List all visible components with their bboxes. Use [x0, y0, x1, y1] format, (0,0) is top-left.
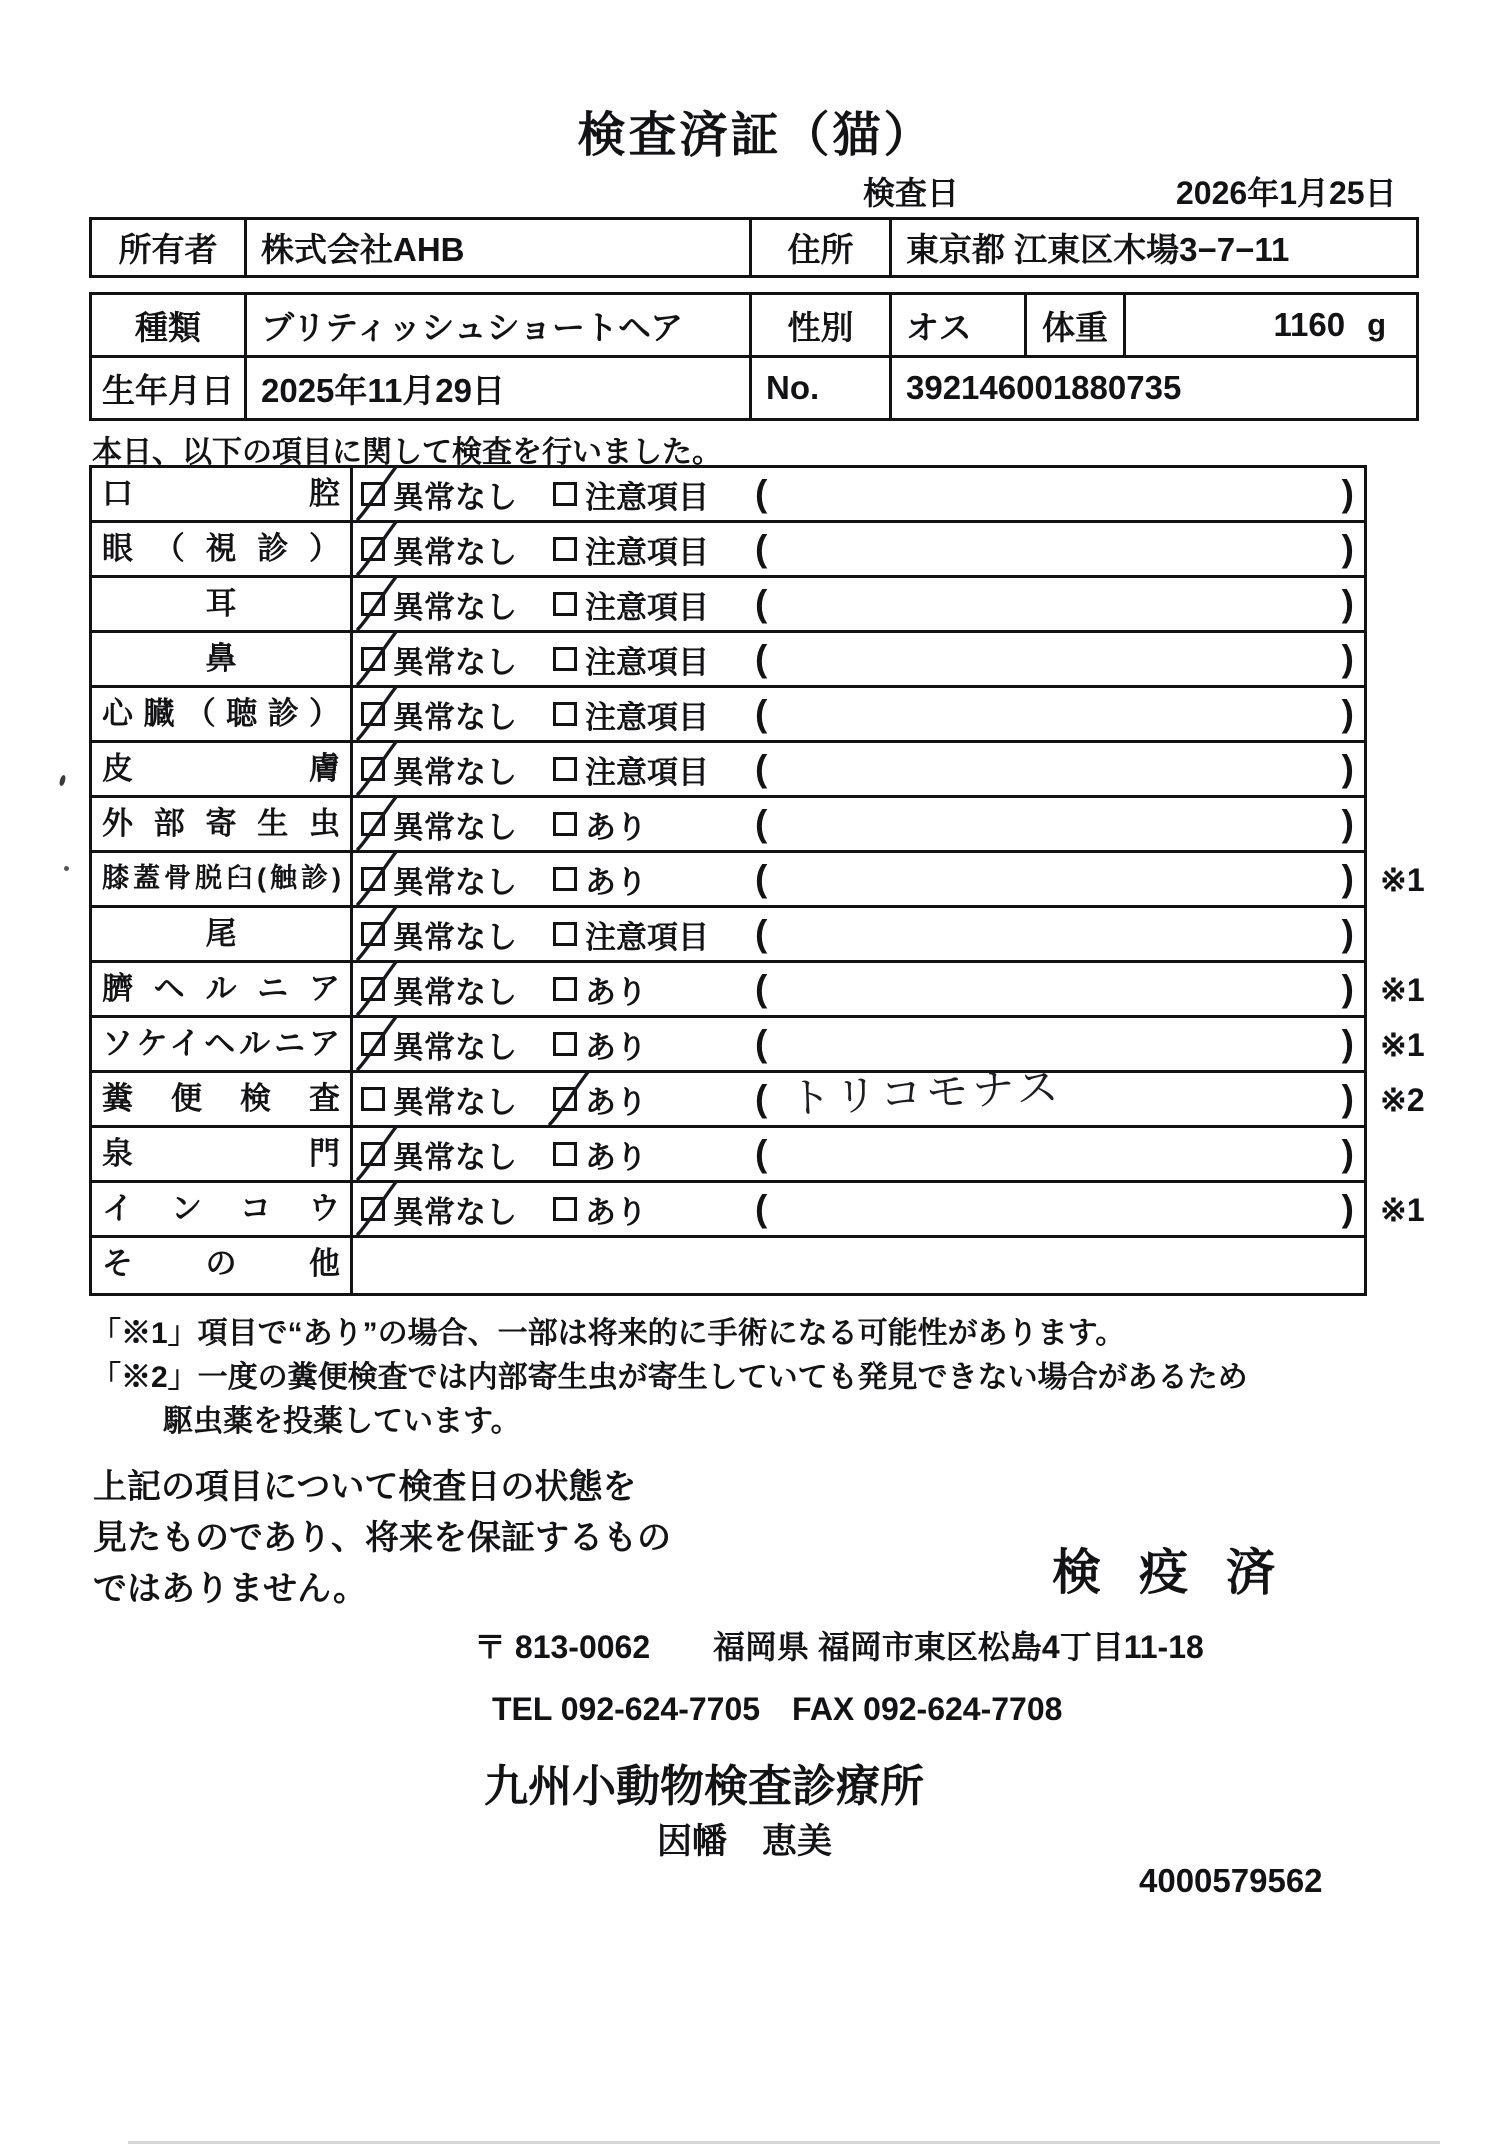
close-paren: ): [1341, 693, 1354, 734]
handwritten-finding: [767, 852, 1341, 877]
handwritten-check-mark: [354, 1021, 400, 1073]
exam-option-label: 注意項目: [585, 534, 709, 570]
checkbox-unchecked: [553, 757, 577, 781]
owner-value: 株式会社AHB: [247, 220, 752, 275]
exam-option-label: 異常なし: [393, 1084, 517, 1120]
scan-artifact: [64, 866, 69, 871]
exam-row: [92, 853, 1425, 908]
exam-option-label: 異常なし: [393, 809, 517, 845]
handwritten-finding: [767, 467, 1341, 492]
handwritten-finding: [767, 577, 1341, 602]
exam-row: [92, 908, 1364, 963]
exam-option-normal: [353, 1018, 545, 1070]
disclaimer-line-1: 上記の項目について検査日の状態を: [93, 1468, 637, 1506]
exam-option-normal: [353, 468, 545, 520]
handwritten-finding: [767, 522, 1341, 547]
exam-row: [92, 1128, 1364, 1183]
open-paren: (: [755, 858, 768, 899]
close-paren: ): [1341, 968, 1354, 1009]
exam-item-label: 尾: [92, 908, 353, 960]
exam-option-flag: [545, 1183, 751, 1235]
exam-option-label: あり: [585, 809, 647, 845]
address-label: 住所: [752, 220, 892, 275]
exam-item-label: 糞便検査: [92, 1073, 353, 1125]
exam-option-label: 異常なし: [393, 1194, 517, 1230]
exam-option-flag: [545, 633, 751, 685]
close-paren: ): [1341, 528, 1354, 569]
sex-value: オス: [892, 295, 1027, 355]
exam-option-flag: [545, 578, 751, 630]
handwritten-finding: [767, 962, 1341, 987]
checkbox-checked: [361, 867, 385, 891]
close-paren: ): [1341, 748, 1354, 789]
open-paren: (: [755, 1188, 768, 1229]
owner-table: [89, 217, 1419, 278]
exam-option-label: 注意項目: [585, 754, 709, 790]
birthdate-value: 2025年11月29日: [247, 358, 752, 418]
handwritten-finding: [767, 1127, 1341, 1152]
exam-item-label: インコウ: [92, 1183, 353, 1235]
disclaimer-block: [93, 1462, 671, 1615]
open-paren: (: [755, 693, 768, 734]
exam-option-normal: [353, 688, 545, 740]
exam-option-label: 異常なし: [393, 479, 517, 515]
exam-option-normal: [353, 908, 545, 960]
exam-option-label: あり: [585, 1084, 647, 1120]
birthdate-row: [92, 358, 1416, 418]
animal-table: [89, 292, 1419, 421]
birthdate-label: 生年月日: [92, 358, 247, 418]
exam-row: [92, 523, 1364, 578]
clinic-address: 福岡県 福岡市東区松島4丁目11-18: [713, 1629, 1204, 1665]
checkbox-unchecked: [553, 1032, 577, 1056]
exam-finding: [751, 523, 1364, 575]
exam-option-normal: [353, 633, 545, 685]
exam-item-label: 膝蓋骨脱臼(触診): [92, 853, 353, 905]
exam-item-label: 皮膚: [92, 743, 353, 795]
breed-value: ブリティッシュショートヘア: [247, 295, 752, 355]
checkbox-checked: [361, 977, 385, 1001]
open-paren: (: [755, 638, 768, 679]
handwritten-finding: [767, 907, 1341, 932]
clinic-postal-line: [474, 1622, 1204, 1668]
exam-row: [92, 688, 1364, 743]
exam-finding: [751, 468, 1364, 520]
exam-item-label: 耳: [92, 578, 353, 630]
reference-mark: ※2: [1380, 1082, 1425, 1118]
close-paren: ): [1341, 1078, 1354, 1119]
handwritten-finding: トリコモナス: [788, 1063, 1064, 1123]
quarantine-passed-stamp: 検疫済: [1052, 1546, 1314, 1600]
checkbox-checked: [361, 647, 385, 671]
checkbox-unchecked: [553, 1197, 577, 1221]
close-paren: ): [1341, 1133, 1354, 1174]
handwritten-check-mark: [354, 1186, 400, 1238]
note-2-continued: 駆虫薬を投薬しています。: [163, 1405, 521, 1438]
handwritten-finding: [767, 797, 1341, 822]
exam-option-label: 異常なし: [393, 919, 517, 955]
serial-number: 4000579562: [1139, 1862, 1323, 1899]
handwritten-finding: [767, 1182, 1341, 1207]
handwritten-check-mark: [354, 856, 400, 908]
document-title: 検査済証（猫）: [577, 109, 935, 162]
exam-finding: [751, 963, 1364, 1015]
inspection-date-value: 2026年1月25日: [1176, 175, 1397, 211]
checkbox-checked: [361, 1032, 385, 1056]
note-1: 「※1」項目で“あり”の場合、一部は将来的に手術になる可能性があります。: [91, 1317, 1126, 1350]
exam-option-label: 異常なし: [393, 974, 517, 1010]
handwritten-check-mark: [354, 581, 400, 633]
exam-finding: [751, 798, 1364, 850]
exam-option-flag: [545, 853, 751, 905]
handwritten-finding: [767, 632, 1341, 657]
exam-item-label: 泉門: [92, 1128, 353, 1180]
exam-row: [92, 468, 1364, 523]
number-label: No.: [752, 358, 892, 418]
handwritten-check-mark: [354, 1131, 400, 1183]
exam-option-label: あり: [585, 864, 647, 900]
checkbox-checked: [553, 1087, 577, 1111]
exam-item-label: ソケイヘルニア: [92, 1018, 353, 1070]
close-paren: ): [1341, 583, 1354, 624]
scan-edge-line: [128, 2141, 1440, 2144]
checkbox-unchecked: [553, 702, 577, 726]
open-paren: (: [755, 528, 768, 569]
checkbox-unchecked: [553, 482, 577, 506]
disclaimer-line-3: ではありません。: [93, 1570, 368, 1608]
inspection-date-row: [0, 168, 1512, 211]
handwritten-check-mark: [354, 746, 400, 798]
exam-row: [92, 633, 1364, 688]
checkbox-checked: [361, 1142, 385, 1166]
checkbox-unchecked: [553, 647, 577, 671]
exam-finding: [751, 1183, 1364, 1235]
open-paren: (: [755, 748, 768, 789]
open-paren: (: [755, 1133, 768, 1174]
checkbox-unchecked: [361, 1087, 385, 1111]
exam-option-label: 注意項目: [585, 919, 709, 955]
checkbox-checked: [361, 592, 385, 616]
exam-option-normal: [353, 1128, 545, 1180]
exam-option-flag: [545, 468, 751, 520]
number-value: 392146001880735: [906, 369, 1182, 406]
open-paren: (: [755, 583, 768, 624]
close-paren: ): [1341, 913, 1354, 954]
clinic-postal-code: 〒 813-0062: [474, 1629, 651, 1665]
open-paren: (: [755, 913, 768, 954]
checkbox-checked: [361, 1197, 385, 1221]
clinic-name: 九州小動物検査診療所: [484, 1762, 924, 1811]
intro-text: 本日、以下の項目に関して検査を行いました。: [92, 436, 722, 469]
exam-item-label: 外部寄生虫: [92, 798, 353, 850]
checkbox-unchecked: [553, 537, 577, 561]
handwritten-check-mark: [354, 911, 400, 963]
exam-option-normal: [353, 578, 545, 630]
close-paren: ): [1341, 638, 1354, 679]
exam-finding: [751, 633, 1364, 685]
weight-label: 体重: [1027, 295, 1126, 355]
handwritten-check-mark: [354, 636, 400, 688]
exam-option-label: 異常なし: [393, 644, 517, 680]
exam-option-label: 異常なし: [393, 1029, 517, 1065]
reference-mark: ※1: [1380, 972, 1425, 1008]
exam-option-flag: [545, 743, 751, 795]
close-paren: ): [1341, 858, 1354, 899]
checkbox-unchecked: [553, 812, 577, 836]
inspection-date-label: 検査日: [863, 175, 960, 211]
disclaimer-line-2: 見たものであり、将来を保証するもの: [93, 1519, 671, 1557]
breed-row: [92, 295, 1416, 358]
exam-option-label: あり: [585, 1029, 647, 1065]
handwritten-check-mark: [354, 526, 400, 578]
breed-label: 種類: [92, 295, 247, 355]
weight-unit: g: [1367, 307, 1386, 342]
exam-option-flag: [545, 688, 751, 740]
exam-option-flag: [545, 1128, 751, 1180]
handwritten-check-mark: [354, 801, 400, 853]
close-paren: ): [1341, 1188, 1354, 1229]
handwritten-finding: [767, 742, 1341, 767]
exam-finding: [751, 578, 1364, 630]
exam-option-flag: [545, 963, 751, 1015]
exam-option-label: あり: [585, 1139, 647, 1175]
handwritten-check-mark: [354, 691, 400, 743]
veterinarian-name: 因幡 恵美: [657, 1822, 833, 1861]
exam-option-normal: [353, 798, 545, 850]
exam-option-flag: [545, 1073, 751, 1125]
exam-item-label: その他: [92, 1238, 353, 1293]
checkbox-unchecked: [553, 1142, 577, 1166]
owner-row: [92, 220, 1416, 275]
exam-option-flag: [545, 908, 751, 960]
owner-label: 所有者: [92, 220, 247, 275]
open-paren: (: [755, 473, 768, 514]
checkbox-checked: [361, 757, 385, 781]
exam-finding: [751, 1128, 1364, 1180]
exam-option-label: 異常なし: [393, 699, 517, 735]
exam-option-normal: [353, 1183, 545, 1235]
handwritten-check-mark: [546, 1076, 592, 1128]
exam-finding: [751, 688, 1364, 740]
open-paren: (: [755, 968, 768, 1009]
exam-option-label: 異常なし: [393, 754, 517, 790]
handwritten-finding: [767, 687, 1341, 712]
open-paren: (: [755, 1078, 768, 1119]
exam-option-normal: [353, 1073, 545, 1125]
exam-finding: [751, 908, 1364, 960]
exam-option-label: あり: [585, 1194, 647, 1230]
exam-option-label: 注意項目: [585, 479, 709, 515]
exam-item-label: 口腔: [92, 468, 353, 520]
exam-option-normal: [353, 523, 545, 575]
exam-row: [92, 743, 1364, 798]
exam-table: [89, 465, 1425, 1296]
checkbox-checked: [361, 812, 385, 836]
exam-option-label: 異常なし: [393, 589, 517, 625]
exam-option-label: 異常なし: [393, 1139, 517, 1175]
checkbox-checked: [361, 922, 385, 946]
weight-number: 1160: [1273, 306, 1346, 343]
exam-option-label: 注意項目: [585, 589, 709, 625]
checkbox-unchecked: [553, 867, 577, 891]
checkbox-checked: [361, 702, 385, 726]
checkbox-unchecked: [553, 922, 577, 946]
sex-label: 性別: [752, 295, 892, 355]
exam-option-flag: [545, 523, 751, 575]
handwritten-check-mark: [354, 471, 400, 523]
clinic-tel-fax: TEL 092-624-7705 FAX 092-624-7708: [492, 1691, 1063, 1727]
close-paren: ): [1341, 803, 1354, 844]
address-value: 東京都 江東区木場3−7−11: [906, 231, 1290, 268]
exam-option-label: 異常なし: [393, 864, 517, 900]
exam-finding: [751, 853, 1364, 905]
exam-item-label: 臍ヘルニア: [92, 963, 353, 1015]
exam-option-flag: [545, 1018, 751, 1070]
note-2: 「※2」一度の糞便検査では内部寄生虫が寄生していても発見できない場合があるため: [91, 1361, 1248, 1394]
exam-option-flag: [545, 798, 751, 850]
exam-finding: [751, 1063, 1364, 1125]
open-paren: (: [755, 803, 768, 844]
exam-item-label: 眼（視診）: [92, 523, 353, 575]
exam-row: [92, 1183, 1425, 1238]
exam-row: [92, 1238, 1364, 1293]
exam-option-normal: [353, 963, 545, 1015]
exam-item-label: 心臓（聴診）: [92, 688, 353, 740]
reference-mark: ※1: [1380, 1192, 1425, 1228]
notes-block: [91, 1312, 1248, 1444]
scan-artifact: [59, 775, 67, 787]
reference-mark: ※1: [1380, 862, 1425, 898]
handwritten-finding: [767, 1017, 1341, 1042]
exam-row: [92, 798, 1364, 853]
open-paren: (: [755, 1023, 768, 1064]
checkbox-checked: [361, 482, 385, 506]
exam-item-label: 鼻: [92, 633, 353, 685]
exam-option-label: あり: [585, 974, 647, 1010]
handwritten-check-mark: [354, 966, 400, 1018]
checkbox-checked: [361, 537, 385, 561]
close-paren: ): [1341, 473, 1354, 514]
exam-option-label: 注意項目: [585, 699, 709, 735]
exam-option-normal: [353, 743, 545, 795]
exam-finding: [751, 743, 1364, 795]
weight-value: [1126, 295, 1416, 355]
exam-option-normal: [353, 853, 545, 905]
checkbox-unchecked: [553, 592, 577, 616]
exam-option-label: 注意項目: [585, 644, 709, 680]
exam-row: [92, 1063, 1425, 1128]
reference-mark: ※1: [1380, 1027, 1425, 1063]
exam-option-label: 異常なし: [393, 534, 517, 570]
exam-row: [92, 963, 1425, 1018]
exam-row: [92, 578, 1364, 633]
close-paren: ): [1341, 1023, 1354, 1064]
checkbox-unchecked: [553, 977, 577, 1001]
